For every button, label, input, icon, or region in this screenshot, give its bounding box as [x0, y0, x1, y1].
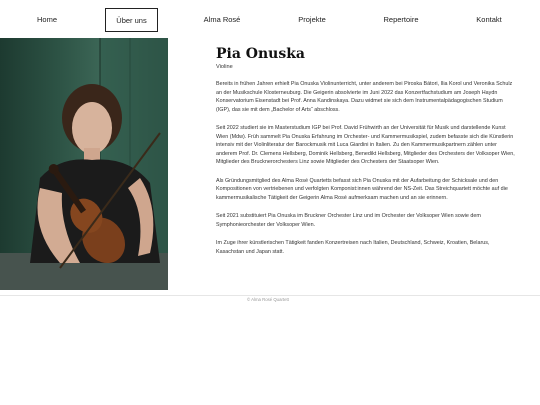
nav-projekte[interactable]: Projekte: [298, 15, 326, 24]
artist-instrument: Violine: [216, 64, 233, 70]
bio-paragraph-4: Seit 2021 substituiert Pia Onuska im Bruckner Orchester Linz und im Orchester der Volksoper Wien sowie dem Symphonieorchester der Volksoper Wien.: [216, 213, 481, 228]
nav-alma-rose[interactable]: Alma Rosé: [203, 15, 241, 24]
footer-divider: [0, 295, 540, 296]
nav-kontakt[interactable]: Kontakt: [476, 15, 502, 24]
nav-home[interactable]: Home: [36, 15, 57, 24]
nav-ueber-uns[interactable]: Über uns: [105, 8, 158, 32]
footer-copyright: © Alma Rosé Quartett: [247, 297, 289, 302]
bio-paragraph-5: Im Zuge ihrer künstlerischen Tätigkeit fanden Konzertreisen nach Italien, Deutschland, Schweiz, Kroatien, Belarus, Kasachstan und Japan statt.: [216, 240, 490, 255]
portrait-illustration: [0, 38, 168, 290]
artist-name: Pia Onuska: [216, 46, 305, 62]
nav-repertoire[interactable]: Repertoire: [383, 15, 419, 24]
main-navigation: [0, 0, 540, 38]
bio-paragraph-2: Seit 2022 studiert sie im Masterstudium IGP bei Prof. David Frühwirth an der Universität für Musik und darstellende Kunst Wien (Mdw). Früh sammelt Pia Onuska Erfahrung im Orchester- und Kammermusikspiel, zudem befasste sich die Künstlerin intensiv mit der Violinliteratur der Barockmusik mit Luca Giardini in Italien. Zu den Kammermusikpartnern zählen unter anderem Prof. Dr. Clemens Hellsberg, Dominik Hellsberg, Benedikt Hellsberg, Mitglieder des Orchesters der Volksoper Wien, Mitglieder des Brucknerorchesters Linz sowie Mitglieder des Orchesters der Staatsoper Wien.: [216, 125, 515, 165]
musician-portrait-photo: [0, 38, 168, 290]
biography-section: [216, 44, 516, 261]
bio-paragraph-3: Als Gründungsmitglied des Alma Rosé Quartetts befasst sich Pia Onuska mit der Aufarbeitung der Schicksale und den Kompositionen von vertriebenen und verfolgten Komponist:innen während der NS-Zeit. Das Streichquartett möchte auf die kammermusikalische Tätigkeit der Geigerin Alma Rosé aufmerksam machen und an sie erinnern.: [216, 177, 508, 201]
bio-paragraph-1: Bereits in frühen Jahren erhielt Pia Onuska Violinunterricht, unter anderem bei Piroska Bátori, Ilia Korol und Veronika Schulz an der Musikschule Klosterneuburg. Die Geigerin absolvierte im Juni 2022 das Konzertfachstudium am Joseph Haydn Konservatorium Eisenstadt bei Prof. Anna Kandinskaya. Dazu widmet sie sich dem Instrumentalpädagogischen Studium (IGP), das sie mit dem „Bachelor of Arts“ abschloss.: [216, 81, 513, 113]
